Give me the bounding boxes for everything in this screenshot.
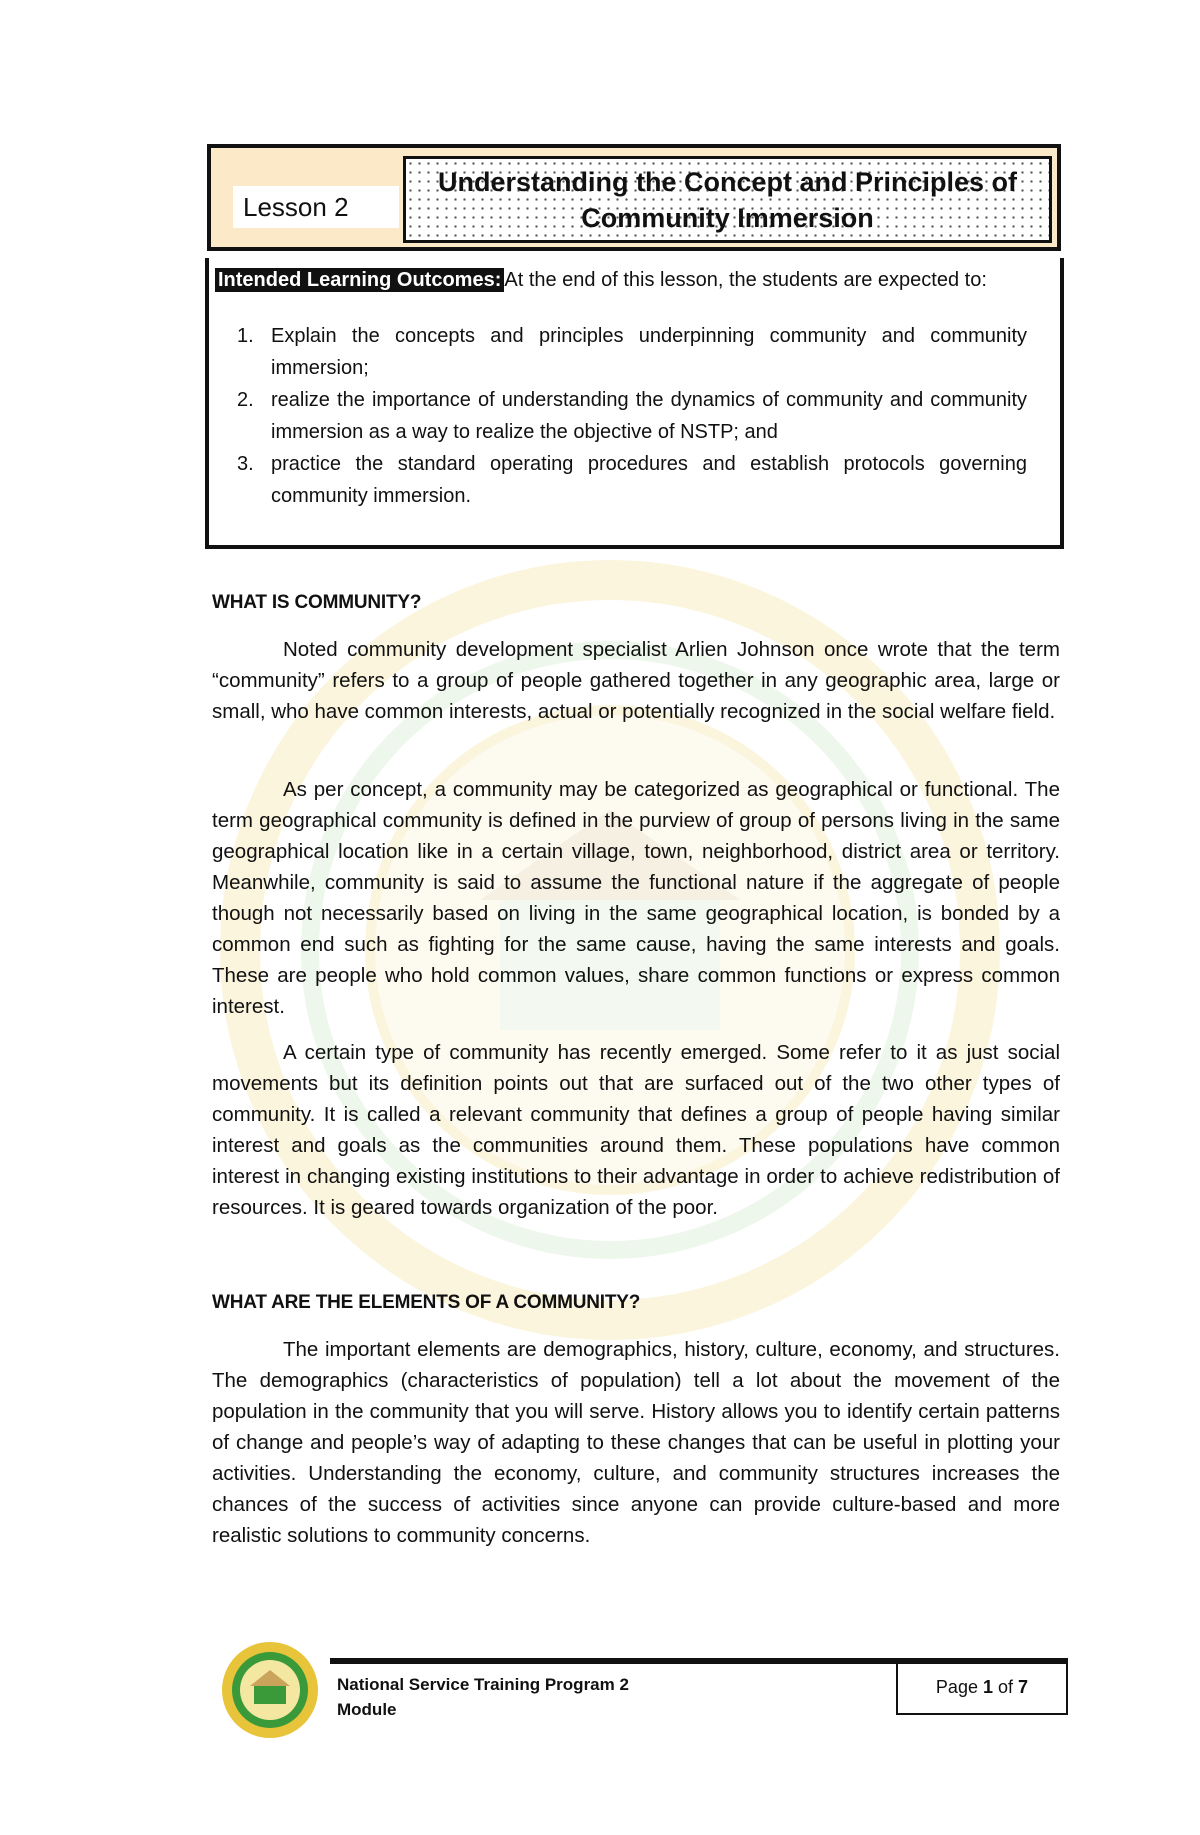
lesson-title: Understanding the Concept and Principles of Community Immersion bbox=[437, 166, 1018, 233]
list-item-text: Explain the concepts and principles underpinning community and community immersion; bbox=[271, 325, 1027, 379]
page-current: 1 bbox=[982, 1676, 993, 1697]
list-item bbox=[237, 384, 1027, 448]
list-item-number: 3. bbox=[237, 453, 254, 475]
outcomes-intro-line bbox=[215, 266, 987, 294]
outcomes-intro: At the end of this lesson, the students are expected to: bbox=[504, 269, 987, 291]
paragraph: Noted community development specialist Arlien Johnson once wrote that the term “community” refers to a group of people gathered together in any geographic area, large or small, who have common interests, actual or potentially recognized in the social welfare field. bbox=[212, 638, 1060, 723]
lesson-title-box bbox=[403, 156, 1052, 243]
outcomes-list bbox=[237, 320, 1027, 512]
paragraph: As per concept, a community may be categorized as geographical or functional. The term geographical community is defined in the purview of group of persons living in the same geographical location like in a certain village, town, neighborhood, district area or territory. Meanwhile, community is said to assume the functional nature if the aggregate of people though not necessarily based on living in the same geographical location, is bonded by a common end such as fighting for the same cause, having the same interests and goals. These are people who hold common values, share common functions or express common interest. bbox=[212, 778, 1060, 1018]
page-total: 7 bbox=[1018, 1676, 1029, 1697]
page-number-box bbox=[896, 1661, 1068, 1715]
list-item-text: practice the standard operating procedures and establish protocols governing community immersion. bbox=[271, 453, 1027, 507]
list-item-number: 1. bbox=[237, 325, 254, 347]
university-logo bbox=[220, 1640, 320, 1740]
learning-outcomes-box bbox=[205, 258, 1064, 549]
paragraph: A certain type of community has recently emerged. Some refer to it as just social movements but its definition points out that are surfaced out of the two other types of community. It is called a relevant community that defines a group of people having similar interest and goals as the communities around them. These populations have common interest in changing existing institutions to their advantage in order to achieve redistribution of resources. It is geared towards organization of the poor. bbox=[212, 1041, 1060, 1219]
lesson-number: Lesson 2 bbox=[233, 186, 399, 228]
outcomes-label: Intended Learning Outcomes: bbox=[215, 268, 504, 292]
list-item bbox=[237, 448, 1027, 512]
list-item-text: realize the importance of understanding the dynamics of community and community immersion as a way to realize the objective of NSTP; and bbox=[271, 389, 1027, 443]
page-of: of bbox=[998, 1676, 1014, 1697]
list-item-number: 2. bbox=[237, 389, 254, 411]
program-name: National Service Training Program 2 bbox=[337, 1675, 629, 1694]
section-heading-community: WHAT IS COMMUNITY? bbox=[212, 592, 422, 613]
paragraph: The important elements are demographics, history, culture, economy, and structures. The demographics (characteristics of population) tell a lot about the movement of the population in the community that you will serve. History allows you to identify certain patterns of change and people’s way of adapting to these changes that can be useful in plotting your activities. Understanding the economy, culture, and community structures increases the chances of the success of activities since anyone can provide culture-based and more realistic solutions to community concerns. bbox=[212, 1338, 1060, 1547]
footer-program bbox=[337, 1672, 629, 1722]
lesson-header bbox=[207, 144, 1061, 251]
page-word: Page bbox=[935, 1676, 978, 1697]
list-item bbox=[237, 320, 1027, 384]
section-heading-elements: WHAT ARE THE ELEMENTS OF A COMMUNITY? bbox=[212, 1292, 641, 1313]
module-label: Module bbox=[337, 1700, 397, 1719]
